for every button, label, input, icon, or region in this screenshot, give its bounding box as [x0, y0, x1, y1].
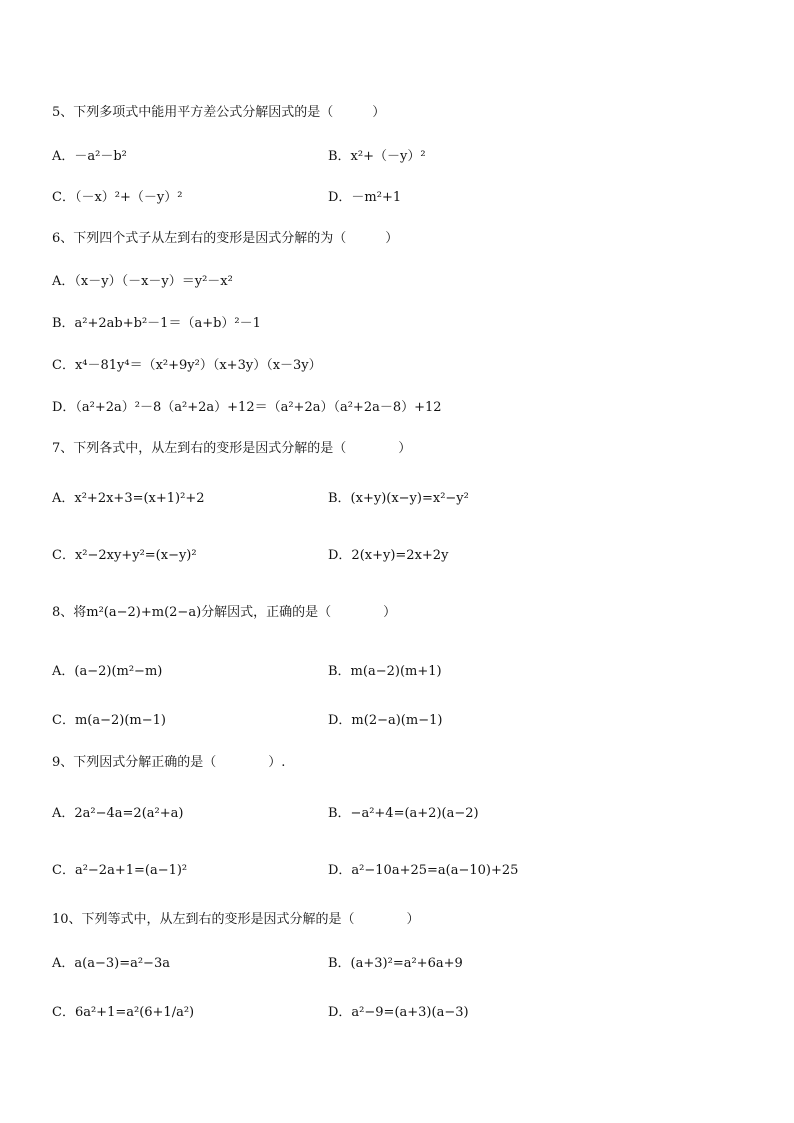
- question-9-option-b[interactable]: B．−a²+4=(a+2)(a−2): [328, 806, 479, 821]
- question-10-option-d[interactable]: D．a²−9=(a+3)(a−3): [328, 1005, 469, 1020]
- question-10-option-b[interactable]: B．(a+3)²=a²+6a+9: [328, 956, 463, 971]
- question-10-option-a[interactable]: A．a(a−3)=a²−3a: [52, 956, 170, 971]
- question-7-option-d[interactable]: D．2(x+y)=2x+2y: [328, 548, 449, 563]
- question-5-option-d[interactable]: D．－m²+1: [328, 190, 402, 205]
- question-9-option-a[interactable]: A．2a²−4a=2(a²+a): [52, 806, 184, 821]
- question-9-option-c[interactable]: C．a²−2a+1=(a−1)²: [52, 863, 188, 878]
- question-6-option-d[interactable]: D．（a²+2a）²－8（a²+2a）+12＝（a²+2a）（a²+2a－8）+12: [52, 400, 442, 415]
- question-7-stem: 7、下列各式中，从左到右的变形是因式分解的是（ ）: [52, 441, 412, 456]
- question-7-option-a[interactable]: A．x²+2x+3=(x+1)²+2: [52, 491, 205, 506]
- question-5-option-a[interactable]: A．－a²－b²: [52, 149, 127, 164]
- question-9-stem: 9、下列因式分解正确的是（ ）.: [52, 755, 286, 770]
- question-5-option-c[interactable]: C．（－x）²+（－y）²: [52, 190, 183, 205]
- question-6-option-c[interactable]: C．x⁴－81y⁴＝（x²+9y²）（x+3y）（x－3y）: [52, 358, 322, 373]
- question-8-option-c[interactable]: C．m(a−2)(m−1): [52, 713, 166, 728]
- question-10-option-c[interactable]: C．6a²+1=a²(6+1/a²): [52, 1005, 195, 1020]
- question-6-option-b[interactable]: B．a²+2ab+b²－1＝（a+b）²－1: [52, 316, 261, 331]
- question-10-stem: 10、下列等式中，从左到右的变形是因式分解的是（ ）: [52, 912, 420, 927]
- question-6-option-a[interactable]: A．（x－y）（－x－y）＝y²－x²: [52, 274, 233, 289]
- question-9-option-d[interactable]: D．a²−10a+25=a(a−10)+25: [328, 863, 519, 878]
- question-5-stem: 5、下列多项式中能用平方差公式分解因式的是（ ）: [52, 105, 386, 120]
- question-6-stem: 6、下列四个式子从左到右的变形是因式分解的为（ ）: [52, 231, 399, 246]
- question-7-option-c[interactable]: C．x²−2xy+y²=(x−y)²: [52, 548, 197, 563]
- question-8-option-d[interactable]: D．m(2−a)(m−1): [328, 713, 443, 728]
- question-8-stem: 8、将m²(a−2)+m(2−a)分解因式，正确的是（ ）: [52, 605, 397, 620]
- question-8-option-a[interactable]: A．(a−2)(m²−m): [52, 664, 163, 679]
- question-8-option-b[interactable]: B．m(a−2)(m+1): [328, 664, 442, 679]
- question-5-option-b[interactable]: B．x²+（－y）²: [328, 149, 426, 164]
- question-7-option-b[interactable]: B．(x+y)(x−y)=x²−y²: [328, 491, 469, 506]
